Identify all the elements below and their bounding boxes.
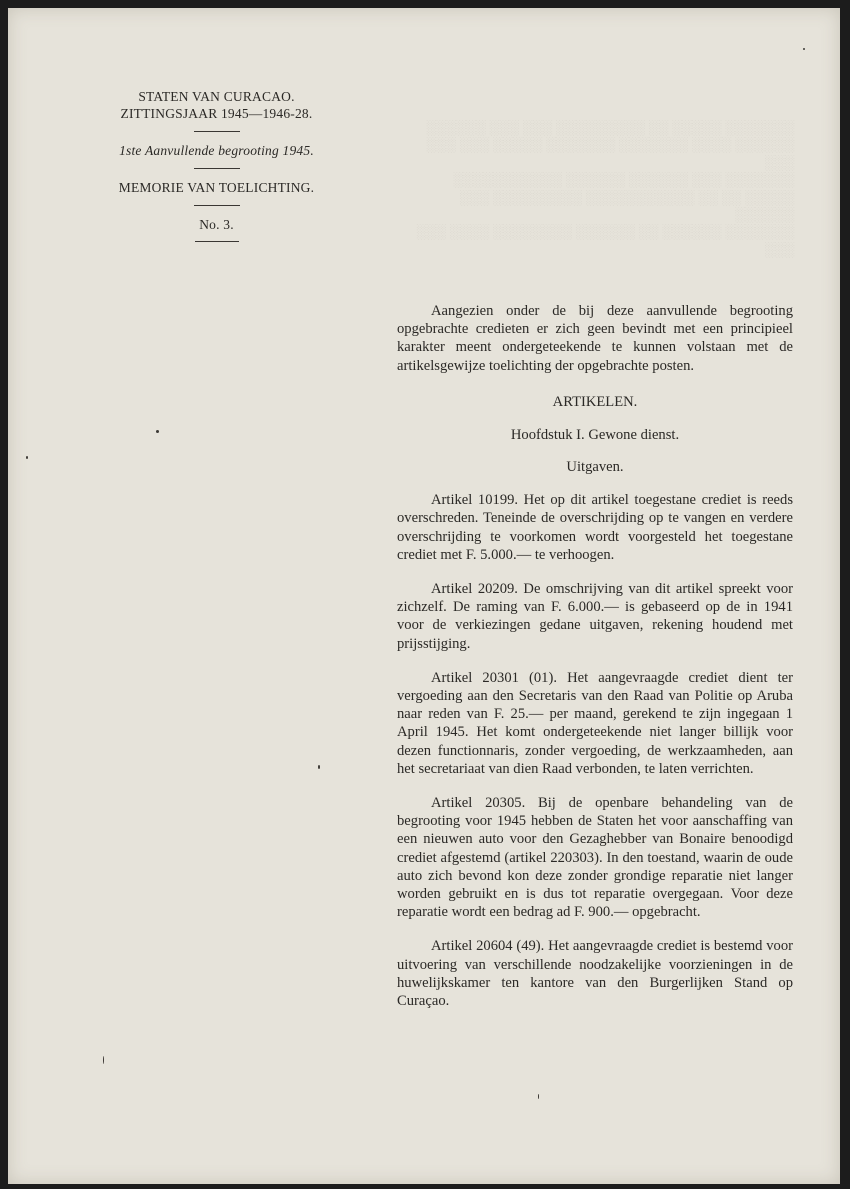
memo-title: MEMORIE VAN TOELICHTING.: [118, 180, 315, 195]
hoofdstuk-heading: Hoofdstuk I. Gewone dienst.: [510, 426, 680, 443]
paper-speck: [103, 1056, 104, 1064]
document-page: [8, 8, 840, 1184]
header-line-1: STATEN VAN CURACAO.: [138, 89, 295, 104]
paper-speck: [803, 48, 805, 50]
paper-speck: [538, 1094, 539, 1099]
header-line-2: ZITTINGSJAAR 1945—1946-28.: [120, 106, 313, 121]
article-paragraph: Artikel 20209. De omschrijving van dit artikel spreekt voor zichzelf. De raming van F. 6.000.— is gebaseerd op de in 1941 voor de verkiezingen gedane uitgaven, rekening houdend met prijsstijging.: [397, 581, 793, 652]
header-divider: [194, 205, 240, 206]
header-divider: [194, 131, 240, 132]
uitgaven-heading: Uitgaven.: [566, 459, 624, 476]
intro-paragraph: Aangezien onder de bij deze aanvullende begrooting opgebrachte credieten er zich geen bevindt met een principieel karakter meent ondergeteekende te kunnen volstaan met de artikelsgewijze toelichting der opgebrachte posten.: [397, 303, 793, 374]
paper-speck: [156, 430, 159, 433]
document-header: [64, 88, 369, 252]
document-number: No. 3.: [199, 217, 234, 232]
artikelen-heading: ARTIKELEN.: [552, 393, 638, 410]
memo-body: [397, 302, 793, 1010]
article-paragraph: Artikel 20305. Bij de openbare behandeling van de begrooting voor 1945 hebben de Staten het voor aanschaffing van een nieuwen auto voor den Gezaghebber van Bonaire benoodigd crediet afgestemd (artikel 220303). In den toestand, waarin de oude auto zich bevond kon deze zonder grondige reparatie niet langer worden gebruikt en is dus tot reparatie overgegaan. Voor deze reparatie wordt een bedrag ad F. 900.— opgebracht.: [397, 795, 793, 921]
header-divider: [194, 168, 240, 169]
article-paragraph: Artikel 20604 (49). Het aangevraagde crediet is bestemd voor uitvoering van verschillende noodzakelijke voorzieningen in de huwelijkskamer ten kantore van den Burgerlijken Stand op Curaçao.: [397, 938, 793, 1010]
paper-speck: [26, 456, 28, 459]
article-paragraph: Artikel 10199. Het op dit artikel toegestane crediet is reeds overschreden. Teneinde de overschrijding op te vangen en verdere overschrijding te voorkomen wordt voorgesteld het toegestane crediet met F. 5.000.— te verhoogen.: [397, 492, 793, 563]
paper-speck: [318, 765, 320, 769]
bleed-through: ░░░░░░░ ░░░░░ ░░ ░░░░░░░░░ ░░░ ░░░ ░░░░░░ ░░░░░░ ░░░░ ░░░░░░░ ░░░░░░░ ░░░░░ ░░░ ░░░ ░░░ ░░░░░░░ ░░░ ░░░░░░ ░░░░░░ ░░░░░░░░░░░ ░░░░░ ░░ ░░ ░░░░░░░░░░░ ░░░░░░░░░ ░░░ ░░░░░░ ░░░░░░░ ░░░░░░ ░░ ░░░░░░ ░░░░░░░░ ░░░░ ░░░ ░░░: [416, 121, 795, 258]
article-paragraph: Artikel 20301 (01). Het aangevraagde crediet dient ter vergoeding aan den Secretaris van den Raad van Politie op Aruba naar reden van F. 25.— per maand, gerekend te zijn ingegaan 1 April 1945. Het komt ondergeteekende niet langer billijk voor dezen functionnaris, zonder vergoeding, de werkzaamheden, aan het secretariaat van dien Raad verbonden, te laten verrichten.: [397, 669, 793, 777]
header-divider: [195, 241, 239, 242]
header-subtitle: 1ste Aanvullende begrooting 1945.: [119, 143, 314, 158]
